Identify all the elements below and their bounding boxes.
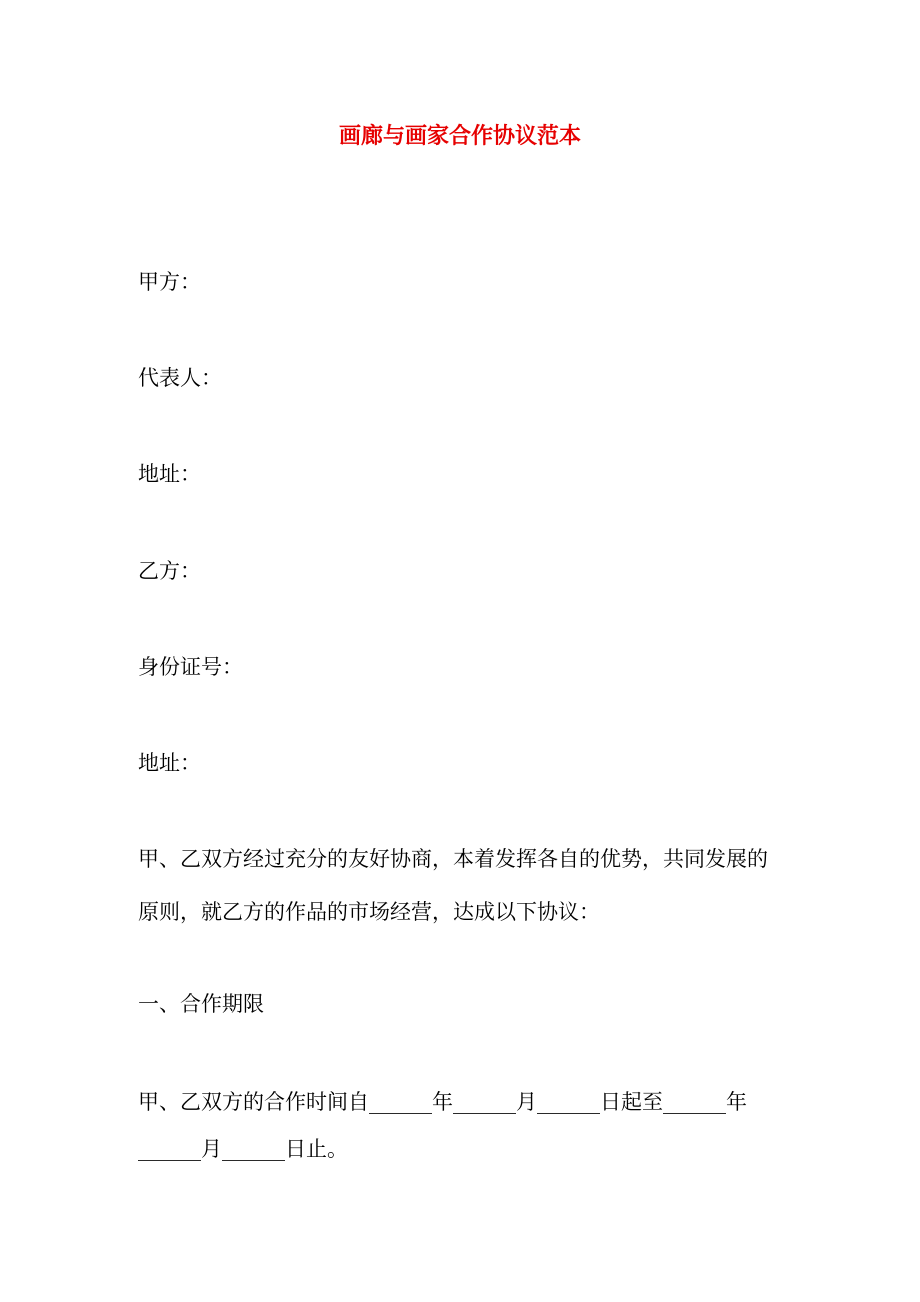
id-number-label: 身份证号： — [138, 655, 243, 679]
address-b-label: 地址： — [138, 751, 201, 775]
section-1-line-2: ______月______日止。 — [138, 1137, 348, 1161]
document-title: 画廊与画家合作协议范本 — [338, 123, 581, 149]
section-1-heading: 一、合作期限 — [138, 992, 264, 1016]
preamble-line-1: 甲、乙双方经过充分的友好协商，本着发挥各自的优势，共同发展的 — [138, 847, 768, 871]
preamble-line-2: 原则，就乙方的作品的市场经营，达成以下协议： — [138, 900, 600, 924]
representative-label: 代表人： — [138, 366, 222, 390]
party-a-label: 甲方： — [138, 270, 201, 294]
address-a-label: 地址： — [138, 462, 201, 486]
party-b-label: 乙方： — [138, 559, 201, 583]
section-1-line-1: 甲、乙双方的合作时间自______年______月______日起至______年 — [138, 1090, 747, 1114]
